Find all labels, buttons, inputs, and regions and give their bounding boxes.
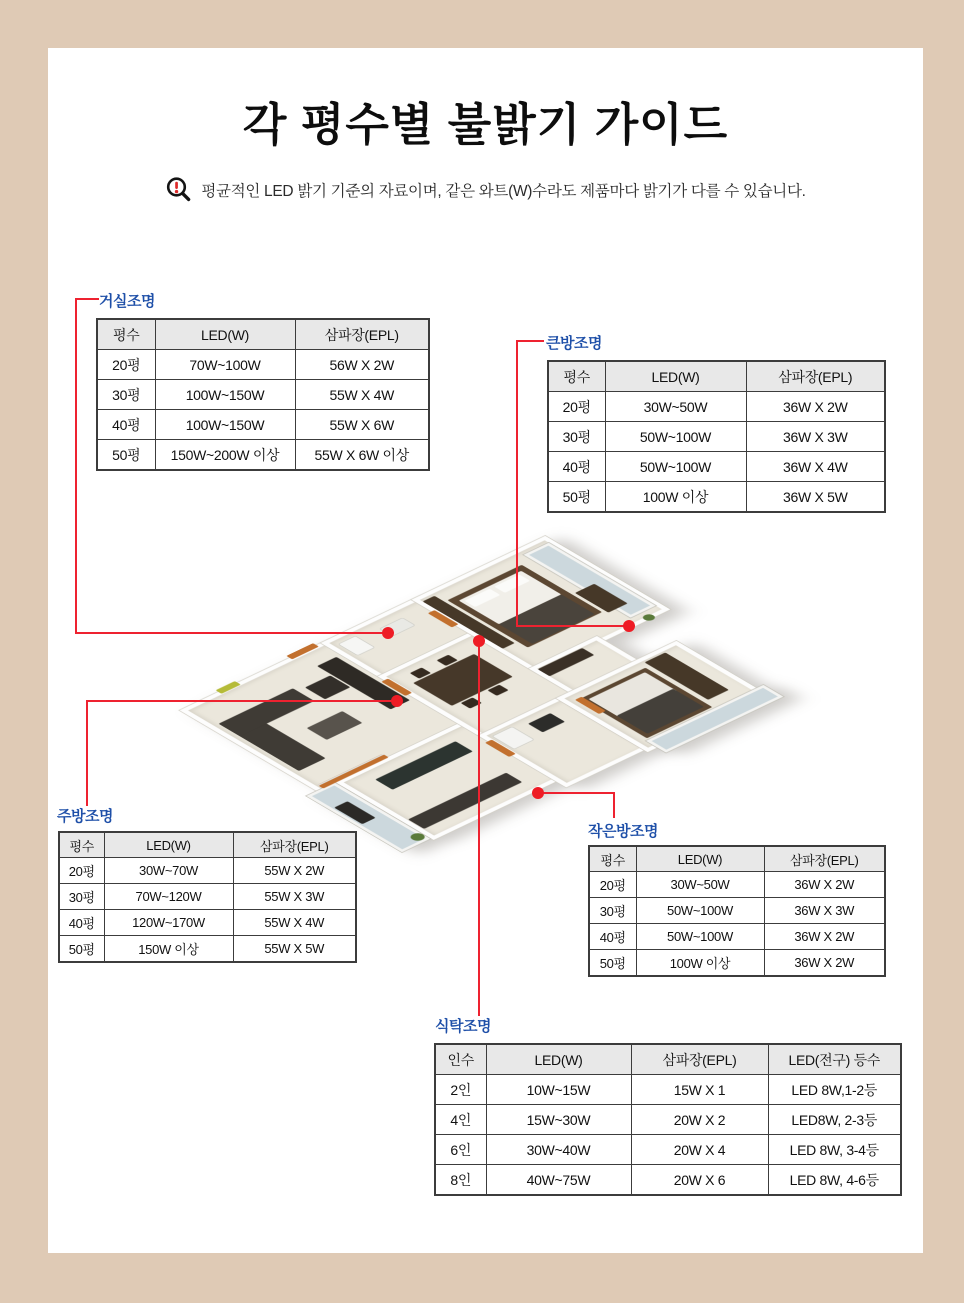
connector-big-room (516, 625, 631, 627)
table-cell: 50W~100W (605, 422, 746, 452)
table-row (435, 1165, 901, 1196)
table-row (435, 1075, 901, 1105)
label-kitchen: 주방조명 (57, 808, 113, 825)
table-cell: 4인 (435, 1105, 486, 1135)
table-cell: 50W~100W (636, 924, 764, 950)
label-small-room: 작은방조명 (588, 823, 658, 840)
column-header: 삼파장(EPL) (764, 846, 885, 872)
connector-big-room (516, 340, 518, 627)
table-cell: 36W X 4W (746, 452, 885, 482)
table-row (548, 452, 885, 482)
notice-text: 평균적인 LED 밝기 기준의 자료이며, 같은 와트(W)수라도 제품마다 밝기가 다를 수 있습니다. (201, 183, 806, 200)
table-row (548, 392, 885, 422)
table-cell: 100W~150W (155, 380, 295, 410)
table-kitchen (58, 831, 357, 963)
table-cell: 100W~150W (155, 410, 295, 440)
table-cell: LED 8W, 4-6등 (768, 1165, 901, 1196)
connector-living (75, 632, 390, 634)
table-cell: 30평 (548, 422, 605, 452)
table-cell: 15W~30W (486, 1105, 631, 1135)
table-cell: 20평 (59, 858, 104, 884)
marker-big-room (623, 620, 635, 632)
table-cell: 150W 이상 (104, 936, 233, 963)
table-cell: 20평 (97, 350, 155, 380)
label-living-room: 거실조명 (99, 293, 155, 310)
column-header: 평수 (59, 832, 104, 858)
column-header: 평수 (589, 846, 636, 872)
table-cell: 8인 (435, 1165, 486, 1196)
table-cell: 50W~100W (636, 898, 764, 924)
column-header: 삼파장(EPL) (295, 319, 429, 350)
table-cell: 20W X 6 (631, 1165, 768, 1196)
column-header: 삼파장(EPL) (631, 1044, 768, 1075)
table-big-room (547, 360, 886, 513)
magnifier-exclamation-icon (165, 176, 193, 204)
table-cell: 30W~50W (636, 872, 764, 898)
table-cell: 40평 (59, 910, 104, 936)
table-cell: LED 8W, 3-4등 (768, 1135, 901, 1165)
table-cell: 40평 (97, 410, 155, 440)
table-cell: 30평 (59, 884, 104, 910)
table-cell: 30평 (589, 898, 636, 924)
table-row (97, 350, 429, 380)
table-cell: 30W~50W (605, 392, 746, 422)
table-cell: 36W X 2W (764, 924, 885, 950)
table-cell: 40W~75W (486, 1165, 631, 1196)
table-cell: 70W~100W (155, 350, 295, 380)
connector-big-room (516, 340, 544, 342)
table-cell: 20평 (589, 872, 636, 898)
connector-living (75, 298, 99, 300)
table-cell: 50평 (97, 440, 155, 471)
table-row (589, 950, 885, 977)
table-cell: 2인 (435, 1075, 486, 1105)
table-row (97, 440, 429, 471)
table-small-room (588, 845, 886, 977)
table-cell: 50평 (548, 482, 605, 513)
table-row (435, 1105, 901, 1135)
column-header: 인수 (435, 1044, 486, 1075)
table-cell: 50W~100W (605, 452, 746, 482)
column-header: 삼파장(EPL) (746, 361, 885, 392)
table-row (548, 422, 885, 452)
connector-kitchen (86, 700, 399, 702)
table-cell: 55W X 6W 이상 (295, 440, 429, 471)
table-row (59, 858, 356, 884)
table-cell: 55W X 4W (295, 380, 429, 410)
column-header: LED(W) (605, 361, 746, 392)
connector-small-room (613, 792, 615, 818)
marker-dining (473, 635, 485, 647)
column-header: 평수 (97, 319, 155, 350)
label-dining: 식탁조명 (435, 1018, 491, 1035)
table-row (97, 410, 429, 440)
marker-small-room (532, 787, 544, 799)
table-cell: 100W 이상 (605, 482, 746, 513)
column-header: LED(전구) 등수 (768, 1044, 901, 1075)
table-cell: 150W~200W 이상 (155, 440, 295, 471)
table-cell: 36W X 5W (746, 482, 885, 513)
connector-living (75, 298, 77, 634)
table-cell: 120W~170W (104, 910, 233, 936)
table-row (59, 936, 356, 963)
connector-kitchen (86, 700, 88, 806)
table-cell: 50평 (589, 950, 636, 977)
table-row (589, 872, 885, 898)
label-big-room: 큰방조명 (546, 335, 602, 352)
marker-kitchen (391, 695, 403, 707)
table-cell: 30W~70W (104, 858, 233, 884)
column-header: LED(W) (636, 846, 764, 872)
table-cell: 40평 (548, 452, 605, 482)
table-cell: 36W X 2W (764, 872, 885, 898)
table-cell: 56W X 2W (295, 350, 429, 380)
table-cell: 55W X 6W (295, 410, 429, 440)
table-cell: 15W X 1 (631, 1075, 768, 1105)
table-cell: 55W X 5W (233, 936, 356, 963)
table-cell: 30평 (97, 380, 155, 410)
column-header: LED(W) (155, 319, 295, 350)
table-cell: 36W X 2W (746, 392, 885, 422)
table-cell: 55W X 4W (233, 910, 356, 936)
column-header: LED(W) (104, 832, 233, 858)
marker-living-room (382, 627, 394, 639)
table-cell: 36W X 2W (764, 950, 885, 977)
table-cell: 30W~40W (486, 1135, 631, 1165)
table-row (97, 380, 429, 410)
column-header: LED(W) (486, 1044, 631, 1075)
table-row (589, 898, 885, 924)
table-row (59, 884, 356, 910)
column-header: 평수 (548, 361, 605, 392)
table-living-room (96, 318, 430, 471)
table-cell: 40평 (589, 924, 636, 950)
table-cell: 55W X 2W (233, 858, 356, 884)
table-cell: 20W X 4 (631, 1135, 768, 1165)
table-cell: LED8W, 2-3등 (768, 1105, 901, 1135)
notice (48, 176, 923, 204)
table-cell: LED 8W,1-2등 (768, 1075, 901, 1105)
table-cell: 10W~15W (486, 1075, 631, 1105)
table-row (435, 1135, 901, 1165)
page-title: 각 평수별 불밝기 가이드 (242, 99, 729, 150)
connector-dining (478, 642, 480, 1016)
table-cell: 20W X 2 (631, 1105, 768, 1135)
table-cell: 55W X 3W (233, 884, 356, 910)
column-header: 삼파장(EPL) (233, 832, 356, 858)
connector-small-room (539, 792, 615, 794)
table-cell: 36W X 3W (764, 898, 885, 924)
table-cell: 100W 이상 (636, 950, 764, 977)
table-cell: 70W~120W (104, 884, 233, 910)
table-row (548, 482, 885, 513)
table-cell: 6인 (435, 1135, 486, 1165)
table-cell: 50평 (59, 936, 104, 963)
table-cell: 20평 (548, 392, 605, 422)
table-row (59, 910, 356, 936)
table-cell: 36W X 3W (746, 422, 885, 452)
table-dining (434, 1043, 902, 1196)
table-row (589, 924, 885, 950)
